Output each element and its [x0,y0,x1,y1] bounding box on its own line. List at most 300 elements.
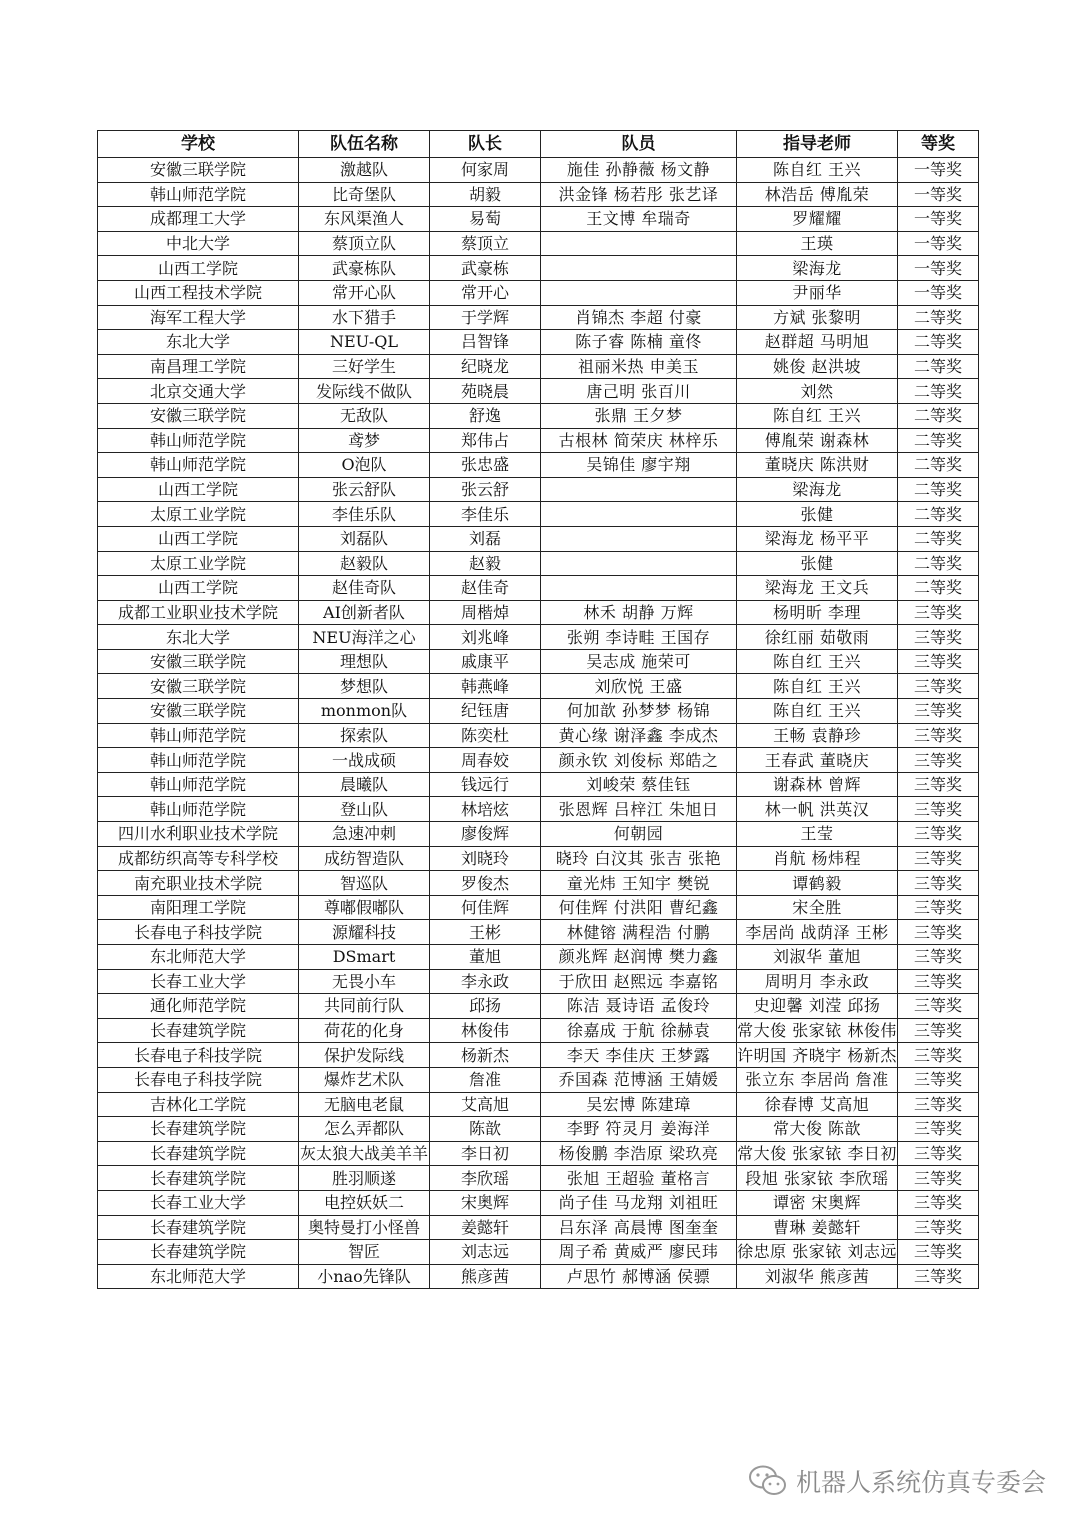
cell-award: 三等奖 [898,649,979,674]
cell-award: 一等奖 [898,182,979,207]
cell-team-name: 激越队 [299,158,430,183]
cell-team-name: NEU海洋之心 [299,625,430,650]
table-row [98,280,979,305]
cell-award: 三等奖 [898,1264,979,1289]
cell-school: 吉林化工学院 [98,1092,299,1117]
cell-team-name: 理想队 [299,649,430,674]
cell-school: 东北师范大学 [98,1264,299,1289]
cell-members: 吴锦佳 廖宇翔 [541,453,737,478]
table-row [98,379,979,404]
cell-captain: 苑晓晨 [430,379,541,404]
cell-captain: 詹准 [430,1067,541,1092]
cell-members [541,576,737,601]
cell-members: 于欣田 赵熙远 李嘉铭 [541,969,737,994]
cell-advisors: 梁海龙 [737,477,898,502]
cell-members: 刘峻荣 蔡佳钰 [541,772,737,797]
cell-members [541,280,737,305]
cell-members: 李天 李佳庆 王梦露 [541,1043,737,1068]
table-row [98,969,979,994]
cell-award: 一等奖 [898,158,979,183]
cell-advisors: 徐红丽 茹敬雨 [737,625,898,650]
cell-captain: 李永政 [430,969,541,994]
cell-team-name: 胜羽顺遂 [299,1166,430,1191]
cell-team-name: 登山队 [299,797,430,822]
cell-advisors: 肖航 杨炜程 [737,846,898,871]
table-row [98,1264,979,1289]
cell-members: 何加歆 孙梦梦 杨锦 [541,699,737,724]
cell-school: 长春工业大学 [98,1190,299,1215]
cell-captain: 何佳辉 [430,895,541,920]
cell-team-name: 一战成硕 [299,748,430,773]
cell-school: 东北大学 [98,625,299,650]
table-row [98,846,979,871]
cell-advisors: 林一帆 洪英汉 [737,797,898,822]
cell-award: 三等奖 [898,1215,979,1240]
cell-advisors: 李居尚 战荫泽 王彬 [737,920,898,945]
cell-school: 太原工业学院 [98,502,299,527]
cell-school: 长春建筑学院 [98,1018,299,1043]
cell-members: 颜永钦 刘俊标 郑皓之 [541,748,737,773]
cell-team-name: 无敌队 [299,403,430,428]
cell-team-name: 常开心队 [299,280,430,305]
header-members: 队员 [541,131,737,158]
table-row [98,526,979,551]
cell-members: 唐己明 张百川 [541,379,737,404]
cell-award: 一等奖 [898,207,979,232]
cell-team-name: 智巡队 [299,871,430,896]
cell-advisors: 方斌 张黎明 [737,305,898,330]
cell-award: 二等奖 [898,330,979,355]
table-row [98,1215,979,1240]
cell-advisors: 常大俊 张家铱 李日初 [737,1141,898,1166]
cell-members: 李野 符灵月 姜海洋 [541,1117,737,1142]
cell-captain: 陈歆 [430,1117,541,1142]
cell-advisors: 段旭 张家铱 李欣瑶 [737,1166,898,1191]
cell-advisors: 赵群超 马明旭 [737,330,898,355]
cell-advisors: 张健 [737,551,898,576]
table-row [98,600,979,625]
cell-team-name: 赵佳奇队 [299,576,430,601]
cell-award: 三等奖 [898,1043,979,1068]
cell-advisors: 张健 [737,502,898,527]
cell-captain: 胡毅 [430,182,541,207]
table-row [98,1166,979,1191]
cell-captain: 易萄 [430,207,541,232]
cell-team-name: 电控妖妖二 [299,1190,430,1215]
cell-captain: 张忠盛 [430,453,541,478]
cell-captain: 刘志远 [430,1240,541,1265]
cell-school: 韩山师范学院 [98,797,299,822]
table-row [98,723,979,748]
award-table [97,130,979,1289]
table-row [98,453,979,478]
cell-advisors: 傅胤荣 谢森林 [737,428,898,453]
cell-award: 三等奖 [898,748,979,773]
cell-award: 三等奖 [898,920,979,945]
table-row [98,625,979,650]
cell-school: 太原工业学院 [98,551,299,576]
cell-award: 三等奖 [898,895,979,920]
cell-members: 祖丽米热 申美玉 [541,354,737,379]
cell-school: 南充职业技术学院 [98,871,299,896]
cell-team-name: 灰太狼大战美羊羊 [299,1141,430,1166]
cell-team-name: 探索队 [299,723,430,748]
cell-captain: 赵毅 [430,551,541,576]
table-row [98,330,979,355]
award-table-container [97,130,978,1289]
cell-school: 安徽三联学院 [98,649,299,674]
table-row [98,1067,979,1092]
cell-school: 海军工程大学 [98,305,299,330]
table-row [98,182,979,207]
cell-team-name: 水下猎手 [299,305,430,330]
cell-members: 洪金锋 杨若彤 张艺译 [541,182,737,207]
cell-team-name: 无畏小车 [299,969,430,994]
table-row [98,1190,979,1215]
header-captain: 队长 [430,131,541,158]
cell-team-name: 无脑电老鼠 [299,1092,430,1117]
cell-team-name: 梦想队 [299,674,430,699]
cell-school: 韩山师范学院 [98,772,299,797]
cell-advisors: 梁海龙 王文兵 [737,576,898,601]
cell-team-name: 蔡顶立队 [299,231,430,256]
cell-captain: 张云舒 [430,477,541,502]
cell-members: 尚子佳 马龙翔 刘祖旺 [541,1190,737,1215]
cell-award: 三等奖 [898,945,979,970]
cell-advisors: 谭密 宋奥辉 [737,1190,898,1215]
cell-members [541,231,737,256]
cell-team-name: 荷花的化身 [299,1018,430,1043]
cell-school: 长春建筑学院 [98,1215,299,1240]
cell-team-name: 爆炸艺术队 [299,1067,430,1092]
table-row [98,1240,979,1265]
cell-school: 成都纺织高等专科学校 [98,846,299,871]
cell-members: 杨俊鹏 李浩原 梁玖亮 [541,1141,737,1166]
cell-school: 韩山师范学院 [98,428,299,453]
cell-school: 安徽三联学院 [98,699,299,724]
cell-captain: 刘晓玲 [430,846,541,871]
cell-advisors: 王畅 袁静珍 [737,723,898,748]
cell-school: 南阳理工学院 [98,895,299,920]
cell-members: 张鼎 王夕梦 [541,403,737,428]
cell-team-name: 赵毅队 [299,551,430,576]
cell-captain: 姜懿轩 [430,1215,541,1240]
cell-school: 四川水利职业技术学院 [98,822,299,847]
cell-advisors: 宋全胜 [737,895,898,920]
cell-school: 长春建筑学院 [98,1117,299,1142]
table-row [98,920,979,945]
cell-captain: 李欣瑶 [430,1166,541,1191]
cell-award: 二等奖 [898,403,979,428]
cell-captain: 舒逸 [430,403,541,428]
cell-captain: 李日初 [430,1141,541,1166]
cell-award: 三等奖 [898,994,979,1019]
table-row [98,674,979,699]
cell-team-name: 智匠 [299,1240,430,1265]
cell-award: 二等奖 [898,477,979,502]
cell-captain: 赵佳奇 [430,576,541,601]
cell-school: 山西工程技术学院 [98,280,299,305]
cell-advisors: 王莹 [737,822,898,847]
table-row [98,1117,979,1142]
cell-captain: 周楷焯 [430,600,541,625]
cell-advisors: 许明国 齐晓宇 杨新杰 [737,1043,898,1068]
cell-school: 北京交通大学 [98,379,299,404]
cell-school: 南昌理工学院 [98,354,299,379]
cell-school: 成都理工大学 [98,207,299,232]
cell-advisors: 陈自红 王兴 [737,158,898,183]
cell-captain: 刘磊 [430,526,541,551]
cell-advisors: 董晓庆 陈洪财 [737,453,898,478]
cell-school: 韩山师范学院 [98,453,299,478]
cell-members [541,256,737,281]
cell-award: 二等奖 [898,453,979,478]
cell-captain: 钱远行 [430,772,541,797]
cell-advisors: 常大俊 张家铱 林俊伟 [737,1018,898,1043]
cell-school: 长春电子科技学院 [98,920,299,945]
cell-team-name: 武豪栋队 [299,256,430,281]
cell-school: 长春建筑学院 [98,1166,299,1191]
cell-captain: 邱扬 [430,994,541,1019]
cell-school: 韩山师范学院 [98,723,299,748]
table-row [98,994,979,1019]
cell-captain: 何家周 [430,158,541,183]
cell-advisors: 张立东 李居尚 詹准 [737,1067,898,1092]
cell-advisors: 徐忠原 张家铱 刘志远 [737,1240,898,1265]
cell-advisors: 王春武 董晓庆 [737,748,898,773]
cell-advisors: 陈自红 王兴 [737,674,898,699]
table-row [98,1141,979,1166]
cell-members: 颜兆辉 赵润博 樊力鑫 [541,945,737,970]
cell-award: 三等奖 [898,723,979,748]
cell-members: 陈洁 聂诗语 孟俊玲 [541,994,737,1019]
cell-award: 二等奖 [898,502,979,527]
cell-advisors: 徐春博 艾高旭 [737,1092,898,1117]
cell-school: 安徽三联学院 [98,158,299,183]
cell-school: 韩山师范学院 [98,182,299,207]
cell-award: 三等奖 [898,772,979,797]
cell-members: 周子希 黄威严 廖民玮 [541,1240,737,1265]
table-body [98,158,979,1289]
cell-members: 何佳辉 付洪阳 曹纪鑫 [541,895,737,920]
cell-advisors: 林浩岳 傅胤荣 [737,182,898,207]
cell-advisors: 谭鹤毅 [737,871,898,896]
cell-advisors: 陈自红 王兴 [737,403,898,428]
cell-advisors: 姚俊 赵洪坡 [737,354,898,379]
cell-captain: 戚康平 [430,649,541,674]
cell-team-name: 小nao先锋队 [299,1264,430,1289]
cell-school: 山西工学院 [98,526,299,551]
footer-text: 机器人系统仿真专委会 [795,1468,1046,1497]
cell-members: 晓玲 白汶其 张吉 张艳 [541,846,737,871]
cell-award: 三等奖 [898,1067,979,1092]
cell-school: 长春建筑学院 [98,1141,299,1166]
cell-award: 三等奖 [898,1117,979,1142]
cell-award: 三等奖 [898,1240,979,1265]
cell-members [541,477,737,502]
cell-award: 三等奖 [898,625,979,650]
cell-advisors: 梁海龙 [737,256,898,281]
cell-members: 林健镕 满程浩 付鹏 [541,920,737,945]
cell-captain: 陈奕杜 [430,723,541,748]
cell-members: 黄心缘 谢泽鑫 李成杰 [541,723,737,748]
cell-team-name: 奥特曼打小怪兽 [299,1215,430,1240]
cell-captain: 吕智锋 [430,330,541,355]
header-team-name: 队伍名称 [299,131,430,158]
table-header-row [98,131,979,158]
cell-award: 三等奖 [898,822,979,847]
cell-award: 三等奖 [898,1166,979,1191]
cell-advisors: 常大俊 陈歆 [737,1117,898,1142]
cell-award: 二等奖 [898,428,979,453]
cell-school: 安徽三联学院 [98,403,299,428]
cell-award: 三等奖 [898,1092,979,1117]
table-row [98,895,979,920]
cell-team-name: 共同前行队 [299,994,430,1019]
cell-members: 陈子睿 陈楠 童佟 [541,330,737,355]
cell-team-name: 尊嘟假嘟队 [299,895,430,920]
table-row [98,403,979,428]
cell-school: 成都工业职业技术学院 [98,600,299,625]
cell-captain: 常开心 [430,280,541,305]
cell-award: 三等奖 [898,1141,979,1166]
cell-captain: 韩燕峰 [430,674,541,699]
cell-captain: 董旭 [430,945,541,970]
cell-team-name: 三好学生 [299,354,430,379]
cell-award: 三等奖 [898,871,979,896]
cell-captain: 林俊伟 [430,1018,541,1043]
cell-award: 一等奖 [898,256,979,281]
cell-captain: 熊彦茜 [430,1264,541,1289]
table-row [98,305,979,330]
cell-team-name: 源耀科技 [299,920,430,945]
cell-advisors: 罗耀耀 [737,207,898,232]
cell-advisors: 刘然 [737,379,898,404]
cell-members: 林禾 胡静 万辉 [541,600,737,625]
table-row [98,748,979,773]
cell-members: 何朝园 [541,822,737,847]
cell-award: 二等奖 [898,305,979,330]
cell-advisors: 陈自红 王兴 [737,699,898,724]
cell-award: 三等奖 [898,1018,979,1043]
cell-school: 东北大学 [98,330,299,355]
cell-members: 张朔 李诗畦 王国存 [541,625,737,650]
cell-team-name: NEU-QL [299,330,430,355]
cell-captain: 宋奥辉 [430,1190,541,1215]
cell-captain: 罗俊杰 [430,871,541,896]
cell-members: 吕东泽 高晨博 图奎奎 [541,1215,737,1240]
cell-school: 安徽三联学院 [98,674,299,699]
header-school: 学校 [98,131,299,158]
table-row [98,354,979,379]
cell-members: 卢思竹 郝博涵 侯骠 [541,1264,737,1289]
table-row [98,502,979,527]
cell-advisors: 尹丽华 [737,280,898,305]
cell-team-name: 张云舒队 [299,477,430,502]
cell-team-name: 刘磊队 [299,526,430,551]
cell-advisors: 谢森林 曾辉 [737,772,898,797]
cell-captain: 蔡顶立 [430,231,541,256]
cell-advisors: 梁海龙 杨平平 [737,526,898,551]
cell-members: 张恩辉 吕梓江 朱旭日 [541,797,737,822]
cell-members: 吴宏博 陈建璋 [541,1092,737,1117]
cell-members: 乔国森 范博涵 王婧媛 [541,1067,737,1092]
cell-school: 中北大学 [98,231,299,256]
cell-members: 刘欣悦 王盛 [541,674,737,699]
cell-captain: 李佳乐 [430,502,541,527]
cell-captain: 廖俊辉 [430,822,541,847]
cell-captain: 纪钰唐 [430,699,541,724]
table-row [98,822,979,847]
table-row [98,207,979,232]
table-row [98,699,979,724]
footer-watermark [748,1463,1046,1499]
cell-members: 肖锦杰 李超 付豪 [541,305,737,330]
cell-advisors: 杨明昕 李理 [737,600,898,625]
cell-members: 施佳 孙静薇 杨文静 [541,158,737,183]
cell-members: 童光炜 王知宇 樊锐 [541,871,737,896]
cell-award: 二等奖 [898,551,979,576]
table-row [98,231,979,256]
table-row [98,649,979,674]
table-row [98,772,979,797]
cell-school: 山西工学院 [98,576,299,601]
cell-team-name: O泡队 [299,453,430,478]
cell-members [541,502,737,527]
cell-team-name: 比奇堡队 [299,182,430,207]
table-row [98,1092,979,1117]
cell-members [541,551,737,576]
cell-team-name: 李佳乐队 [299,502,430,527]
cell-award: 二等奖 [898,526,979,551]
cell-captain: 王彬 [430,920,541,945]
cell-team-name: 怎么弄都队 [299,1117,430,1142]
cell-award: 三等奖 [898,797,979,822]
table-row [98,945,979,970]
cell-team-name: monmon队 [299,699,430,724]
cell-advisors: 刘淑华 熊彦茜 [737,1264,898,1289]
cell-team-name: DSmart [299,945,430,970]
cell-school: 山西工学院 [98,477,299,502]
cell-award: 三等奖 [898,969,979,994]
header-advisors: 指导老师 [737,131,898,158]
cell-team-name: 鸢梦 [299,428,430,453]
cell-captain: 杨新杰 [430,1043,541,1068]
cell-members: 古根林 简荣庆 林梓乐 [541,428,737,453]
cell-captain: 艾高旭 [430,1092,541,1117]
cell-school: 长春工业大学 [98,969,299,994]
cell-team-name: 东风渠渔人 [299,207,430,232]
cell-school: 长春电子科技学院 [98,1067,299,1092]
cell-award: 三等奖 [898,846,979,871]
cell-school: 长春建筑学院 [98,1240,299,1265]
table-row [98,477,979,502]
cell-award: 三等奖 [898,674,979,699]
table-row [98,871,979,896]
cell-captain: 林培炫 [430,797,541,822]
cell-school: 韩山师范学院 [98,748,299,773]
cell-advisors: 周明月 李永政 [737,969,898,994]
cell-members [541,526,737,551]
cell-award: 三等奖 [898,600,979,625]
cell-advisors: 刘淑华 董旭 [737,945,898,970]
cell-advisors: 王瑛 [737,231,898,256]
cell-captain: 郑伟占 [430,428,541,453]
cell-award: 二等奖 [898,354,979,379]
cell-team-name: AI创新者队 [299,600,430,625]
cell-captain: 刘兆峰 [430,625,541,650]
header-award: 等奖 [898,131,979,158]
